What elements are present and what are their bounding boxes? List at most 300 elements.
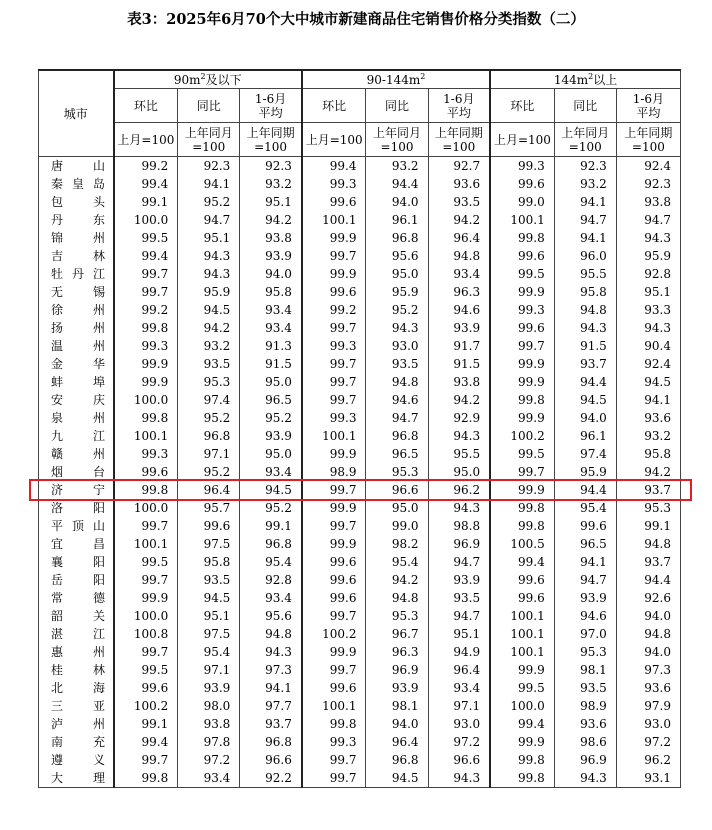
value-cell: 95.1 xyxy=(178,229,240,247)
value-cell: 95.3 xyxy=(366,607,428,625)
value-cell: 99.0 xyxy=(366,517,428,535)
city-name: 无锡 xyxy=(51,285,105,299)
value-cell: 92.6 xyxy=(616,589,680,607)
base-yoy: 上年同月 =100 xyxy=(366,123,428,157)
value-cell: 93.1 xyxy=(616,769,680,788)
value-cell: 94.7 xyxy=(428,553,490,571)
value-cell: 99.2 xyxy=(114,157,178,176)
value-cell: 94.1 xyxy=(240,679,302,697)
value-cell: 93.9 xyxy=(366,679,428,697)
value-cell: 93.9 xyxy=(240,247,302,265)
subheader-avg: 1-6月 平均 xyxy=(428,89,490,123)
value-cell: 93.6 xyxy=(554,715,616,733)
value-cell: 99.6 xyxy=(114,679,178,697)
base-mom: 上月=100 xyxy=(302,123,366,157)
value-cell: 99.8 xyxy=(490,229,554,247)
city-cell xyxy=(39,589,114,607)
value-cell: 93.0 xyxy=(366,337,428,355)
value-cell: 95.0 xyxy=(240,445,302,463)
value-cell: 99.4 xyxy=(302,157,366,176)
value-cell: 94.3 xyxy=(178,265,240,283)
value-cell: 100.1 xyxy=(490,211,554,229)
city-name: 泸州 xyxy=(51,717,105,731)
value-cell: 99.6 xyxy=(302,283,366,301)
value-cell: 93.9 xyxy=(240,427,302,445)
city-name: 徐州 xyxy=(51,303,105,317)
value-cell: 99.4 xyxy=(114,175,178,193)
value-cell: 99.7 xyxy=(490,337,554,355)
value-cell: 100.1 xyxy=(114,427,178,445)
value-cell: 94.3 xyxy=(240,643,302,661)
value-cell: 96.9 xyxy=(554,751,616,769)
value-cell: 94.8 xyxy=(366,589,428,607)
value-cell: 93.6 xyxy=(428,175,490,193)
value-cell: 99.2 xyxy=(114,301,178,319)
value-cell: 99.7 xyxy=(302,661,366,679)
value-cell: 96.6 xyxy=(366,481,428,499)
value-cell: 99.3 xyxy=(302,409,366,427)
value-cell: 94.7 xyxy=(178,211,240,229)
value-cell: 96.8 xyxy=(366,229,428,247)
city-name: 唐山 xyxy=(51,159,105,173)
value-cell: 95.3 xyxy=(616,499,680,517)
value-cell: 93.0 xyxy=(428,715,490,733)
value-cell: 95.3 xyxy=(366,463,428,481)
table-row xyxy=(39,373,681,391)
value-cell: 94.5 xyxy=(178,301,240,319)
value-cell: 97.3 xyxy=(616,661,680,679)
value-cell: 99.3 xyxy=(114,337,178,355)
value-cell: 100.1 xyxy=(114,535,178,553)
city-cell xyxy=(39,427,114,445)
price-index-table xyxy=(38,69,681,788)
value-cell: 99.7 xyxy=(302,751,366,769)
value-cell: 95.5 xyxy=(554,265,616,283)
value-cell: 94.2 xyxy=(428,211,490,229)
city-cell xyxy=(39,607,114,625)
value-cell: 93.6 xyxy=(616,679,680,697)
value-cell: 96.6 xyxy=(240,751,302,769)
value-cell: 94.0 xyxy=(616,607,680,625)
value-cell: 94.8 xyxy=(428,247,490,265)
value-cell: 94.6 xyxy=(554,607,616,625)
value-cell: 95.0 xyxy=(240,373,302,391)
value-cell: 100.1 xyxy=(302,427,366,445)
table-row xyxy=(39,301,681,319)
city-cell xyxy=(39,463,114,481)
city-name: 三亚 xyxy=(51,699,105,713)
value-cell: 94.7 xyxy=(554,571,616,589)
city-cell xyxy=(39,337,114,355)
value-cell: 94.3 xyxy=(554,319,616,337)
city-name: 锦州 xyxy=(51,231,105,245)
value-cell: 97.2 xyxy=(428,733,490,751)
value-cell: 99.7 xyxy=(114,265,178,283)
city-cell xyxy=(39,409,114,427)
value-cell: 99.4 xyxy=(114,733,178,751)
city-name: 洛阳 xyxy=(51,501,105,515)
city-cell xyxy=(39,643,114,661)
value-cell: 93.2 xyxy=(240,175,302,193)
base-mom: 上月=100 xyxy=(114,123,178,157)
value-cell: 92.8 xyxy=(240,571,302,589)
value-cell: 93.5 xyxy=(554,679,616,697)
value-cell: 95.6 xyxy=(240,607,302,625)
value-cell: 99.6 xyxy=(302,589,366,607)
city-name: 平顶山 xyxy=(51,519,105,533)
table-body xyxy=(39,157,681,788)
table-row xyxy=(39,679,681,697)
value-cell: 95.9 xyxy=(366,283,428,301)
table-row xyxy=(39,319,681,337)
table-row xyxy=(39,193,681,211)
table-row xyxy=(39,391,681,409)
value-cell: 100.1 xyxy=(302,697,366,715)
value-cell: 94.5 xyxy=(616,373,680,391)
value-cell: 93.5 xyxy=(178,355,240,373)
table-row xyxy=(39,751,681,769)
value-cell: 97.2 xyxy=(616,733,680,751)
value-cell: 96.7 xyxy=(366,625,428,643)
value-cell: 99.9 xyxy=(302,643,366,661)
value-cell: 99.8 xyxy=(114,409,178,427)
value-cell: 99.3 xyxy=(302,733,366,751)
value-cell: 100.5 xyxy=(490,535,554,553)
value-cell: 92.4 xyxy=(616,355,680,373)
value-cell: 99.9 xyxy=(490,481,554,499)
value-cell: 95.0 xyxy=(366,265,428,283)
value-cell: 100.1 xyxy=(490,607,554,625)
value-cell: 93.7 xyxy=(240,715,302,733)
value-cell: 96.3 xyxy=(366,643,428,661)
subheader-yoy: 同比 xyxy=(178,89,240,123)
city-cell xyxy=(39,445,114,463)
city-cell xyxy=(39,571,114,589)
value-cell: 100.0 xyxy=(114,391,178,409)
value-cell: 99.9 xyxy=(302,499,366,517)
value-cell: 93.4 xyxy=(428,679,490,697)
value-cell: 91.5 xyxy=(554,337,616,355)
city-cell xyxy=(39,679,114,697)
city-name: 南充 xyxy=(51,735,105,749)
value-cell: 94.2 xyxy=(428,391,490,409)
value-cell: 95.4 xyxy=(240,553,302,571)
value-cell: 94.3 xyxy=(178,247,240,265)
city-cell xyxy=(39,661,114,679)
value-cell: 99.8 xyxy=(490,769,554,788)
value-cell: 93.5 xyxy=(178,571,240,589)
value-cell: 93.4 xyxy=(178,769,240,788)
table-row xyxy=(39,535,681,553)
city-name: 扬州 xyxy=(51,321,105,335)
value-cell: 92.8 xyxy=(616,265,680,283)
city-cell xyxy=(39,301,114,319)
value-cell: 95.5 xyxy=(428,445,490,463)
value-cell: 100.1 xyxy=(302,211,366,229)
value-cell: 94.1 xyxy=(554,193,616,211)
value-cell: 100.8 xyxy=(114,625,178,643)
table-row xyxy=(39,481,681,499)
value-cell: 99.7 xyxy=(114,751,178,769)
value-cell: 94.2 xyxy=(366,571,428,589)
city-cell xyxy=(39,157,114,176)
value-cell: 94.3 xyxy=(616,229,680,247)
value-cell: 97.0 xyxy=(554,625,616,643)
value-cell: 97.7 xyxy=(240,697,302,715)
value-cell: 99.6 xyxy=(490,175,554,193)
value-cell: 96.5 xyxy=(366,445,428,463)
value-cell: 93.6 xyxy=(616,409,680,427)
value-cell: 94.8 xyxy=(616,625,680,643)
value-cell: 97.1 xyxy=(178,445,240,463)
city-cell xyxy=(39,175,114,193)
value-cell: 99.6 xyxy=(114,463,178,481)
value-cell: 96.1 xyxy=(554,427,616,445)
value-cell: 96.8 xyxy=(178,427,240,445)
city-cell xyxy=(39,535,114,553)
value-cell: 96.9 xyxy=(366,661,428,679)
value-cell: 95.2 xyxy=(366,301,428,319)
base-yoy: 上年同月 =100 xyxy=(178,123,240,157)
value-cell: 96.5 xyxy=(240,391,302,409)
value-cell: 99.7 xyxy=(302,607,366,625)
value-cell: 99.1 xyxy=(240,517,302,535)
value-cell: 99.9 xyxy=(490,661,554,679)
value-cell: 93.4 xyxy=(240,463,302,481)
city-cell xyxy=(39,553,114,571)
value-cell: 96.2 xyxy=(616,751,680,769)
city-name: 金华 xyxy=(51,357,105,371)
value-cell: 92.3 xyxy=(178,157,240,176)
city-cell xyxy=(39,499,114,517)
value-cell: 98.0 xyxy=(178,697,240,715)
value-cell: 99.1 xyxy=(114,715,178,733)
city-cell xyxy=(39,751,114,769)
value-cell: 94.8 xyxy=(366,373,428,391)
value-cell: 99.9 xyxy=(490,355,554,373)
value-cell: 94.9 xyxy=(428,643,490,661)
city-cell xyxy=(39,769,114,788)
value-cell: 99.8 xyxy=(114,769,178,788)
value-cell: 95.8 xyxy=(554,283,616,301)
value-cell: 100.1 xyxy=(490,643,554,661)
city-name: 九江 xyxy=(51,429,105,443)
value-cell: 99.4 xyxy=(114,247,178,265)
value-cell: 99.5 xyxy=(114,229,178,247)
value-cell: 94.8 xyxy=(554,301,616,319)
subheader-avg: 1-6月 平均 xyxy=(240,89,302,123)
table-row xyxy=(39,733,681,751)
base-avg: 上年同期 =100 xyxy=(240,123,302,157)
value-cell: 94.8 xyxy=(240,625,302,643)
value-cell: 97.4 xyxy=(178,391,240,409)
value-cell: 99.3 xyxy=(490,157,554,176)
value-cell: 99.9 xyxy=(490,283,554,301)
value-cell: 98.8 xyxy=(428,517,490,535)
value-cell: 95.1 xyxy=(240,193,302,211)
subheader-mom: 环比 xyxy=(114,89,178,123)
value-cell: 93.9 xyxy=(178,679,240,697)
value-cell: 100.2 xyxy=(114,697,178,715)
value-cell: 96.8 xyxy=(240,733,302,751)
table-row xyxy=(39,265,681,283)
table-row xyxy=(39,229,681,247)
value-cell: 94.4 xyxy=(554,481,616,499)
value-cell: 93.4 xyxy=(240,589,302,607)
city-name: 包头 xyxy=(51,195,105,209)
value-cell: 97.4 xyxy=(554,445,616,463)
value-cell: 99.8 xyxy=(114,481,178,499)
value-cell: 96.0 xyxy=(554,247,616,265)
value-cell: 96.3 xyxy=(428,283,490,301)
table-row xyxy=(39,355,681,373)
city-cell xyxy=(39,391,114,409)
value-cell: 97.2 xyxy=(178,751,240,769)
value-cell: 91.5 xyxy=(240,355,302,373)
value-cell: 95.1 xyxy=(428,625,490,643)
value-cell: 95.2 xyxy=(240,409,302,427)
value-cell: 99.6 xyxy=(302,571,366,589)
value-cell: 100.0 xyxy=(114,211,178,229)
city-name: 安庆 xyxy=(51,393,105,407)
value-cell: 100.0 xyxy=(114,607,178,625)
value-cell: 99.9 xyxy=(302,445,366,463)
city-column-header: 城市 xyxy=(39,70,114,157)
value-cell: 94.0 xyxy=(240,265,302,283)
value-cell: 94.0 xyxy=(366,193,428,211)
value-cell: 94.0 xyxy=(554,409,616,427)
table-row xyxy=(39,211,681,229)
value-cell: 95.0 xyxy=(366,499,428,517)
value-cell: 99.7 xyxy=(302,319,366,337)
value-cell: 99.4 xyxy=(490,553,554,571)
value-cell: 99.6 xyxy=(302,553,366,571)
value-cell: 97.9 xyxy=(616,697,680,715)
value-cell: 95.0 xyxy=(428,463,490,481)
city-cell xyxy=(39,733,114,751)
value-cell: 96.4 xyxy=(428,661,490,679)
value-cell: 95.9 xyxy=(178,283,240,301)
value-cell: 97.3 xyxy=(240,661,302,679)
value-cell: 99.7 xyxy=(114,643,178,661)
value-cell: 94.1 xyxy=(554,553,616,571)
city-cell xyxy=(39,283,114,301)
value-cell: 99.7 xyxy=(114,283,178,301)
value-cell: 99.6 xyxy=(490,571,554,589)
value-cell: 99.3 xyxy=(490,301,554,319)
value-cell: 94.5 xyxy=(178,589,240,607)
value-cell: 93.4 xyxy=(240,301,302,319)
city-name: 惠州 xyxy=(51,645,105,659)
value-cell: 100.0 xyxy=(490,697,554,715)
city-cell xyxy=(39,229,114,247)
value-cell: 98.2 xyxy=(366,535,428,553)
value-cell: 95.6 xyxy=(366,247,428,265)
value-cell: 94.1 xyxy=(616,391,680,409)
value-cell: 99.7 xyxy=(302,373,366,391)
city-name: 襄阳 xyxy=(51,555,105,569)
value-cell: 99.6 xyxy=(302,193,366,211)
value-cell: 92.2 xyxy=(240,769,302,788)
value-cell: 94.2 xyxy=(616,463,680,481)
city-cell xyxy=(39,355,114,373)
value-cell: 99.7 xyxy=(302,247,366,265)
subheader-mom: 环比 xyxy=(302,89,366,123)
value-cell: 99.9 xyxy=(490,733,554,751)
value-cell: 100.2 xyxy=(490,427,554,445)
value-cell: 94.4 xyxy=(616,571,680,589)
value-cell: 99.5 xyxy=(490,679,554,697)
value-cell: 94.2 xyxy=(240,211,302,229)
value-cell: 94.7 xyxy=(428,607,490,625)
value-cell: 93.5 xyxy=(366,355,428,373)
table-row xyxy=(39,643,681,661)
value-cell: 95.8 xyxy=(178,553,240,571)
table-row xyxy=(39,571,681,589)
value-cell: 94.5 xyxy=(554,391,616,409)
value-cell: 94.5 xyxy=(240,481,302,499)
value-cell: 99.3 xyxy=(114,445,178,463)
value-cell: 94.7 xyxy=(366,409,428,427)
value-cell: 99.8 xyxy=(490,751,554,769)
value-cell: 99.0 xyxy=(490,193,554,211)
value-cell: 96.8 xyxy=(240,535,302,553)
value-cell: 99.1 xyxy=(616,517,680,535)
value-cell: 99.9 xyxy=(114,355,178,373)
city-cell xyxy=(39,481,114,499)
table-row xyxy=(39,553,681,571)
city-name: 赣州 xyxy=(51,447,105,461)
value-cell: 92.3 xyxy=(240,157,302,176)
value-cell: 99.9 xyxy=(490,409,554,427)
value-cell: 95.9 xyxy=(554,463,616,481)
value-cell: 99.5 xyxy=(490,265,554,283)
city-name: 桂林 xyxy=(51,663,105,677)
value-cell: 94.3 xyxy=(428,427,490,445)
value-cell: 94.3 xyxy=(428,769,490,788)
value-cell: 94.3 xyxy=(554,769,616,788)
value-cell: 90.4 xyxy=(616,337,680,355)
table-row xyxy=(39,409,681,427)
value-cell: 95.4 xyxy=(178,643,240,661)
value-cell: 95.4 xyxy=(554,499,616,517)
value-cell: 94.1 xyxy=(178,175,240,193)
value-cell: 99.5 xyxy=(114,553,178,571)
city-name: 烟台 xyxy=(51,465,105,479)
value-cell: 99.7 xyxy=(490,463,554,481)
value-cell: 94.4 xyxy=(554,373,616,391)
city-name: 牡丹江 xyxy=(51,267,105,281)
value-cell: 99.8 xyxy=(302,715,366,733)
value-cell: 93.7 xyxy=(616,553,680,571)
city-name: 宜昌 xyxy=(51,537,105,551)
value-cell: 93.5 xyxy=(428,589,490,607)
value-cell: 99.8 xyxy=(490,499,554,517)
table-row xyxy=(39,445,681,463)
value-cell: 93.0 xyxy=(616,715,680,733)
value-cell: 99.7 xyxy=(114,571,178,589)
value-cell: 94.7 xyxy=(554,211,616,229)
group-header-small: $90m^2$及以下 xyxy=(114,70,302,89)
city-cell xyxy=(39,265,114,283)
city-cell xyxy=(39,211,114,229)
value-cell: 99.9 xyxy=(302,265,366,283)
value-cell: 99.7 xyxy=(302,517,366,535)
subheader-yoy: 同比 xyxy=(554,89,616,123)
value-cell: 92.4 xyxy=(616,157,680,176)
value-cell: 93.9 xyxy=(428,571,490,589)
value-cell: 95.4 xyxy=(366,553,428,571)
